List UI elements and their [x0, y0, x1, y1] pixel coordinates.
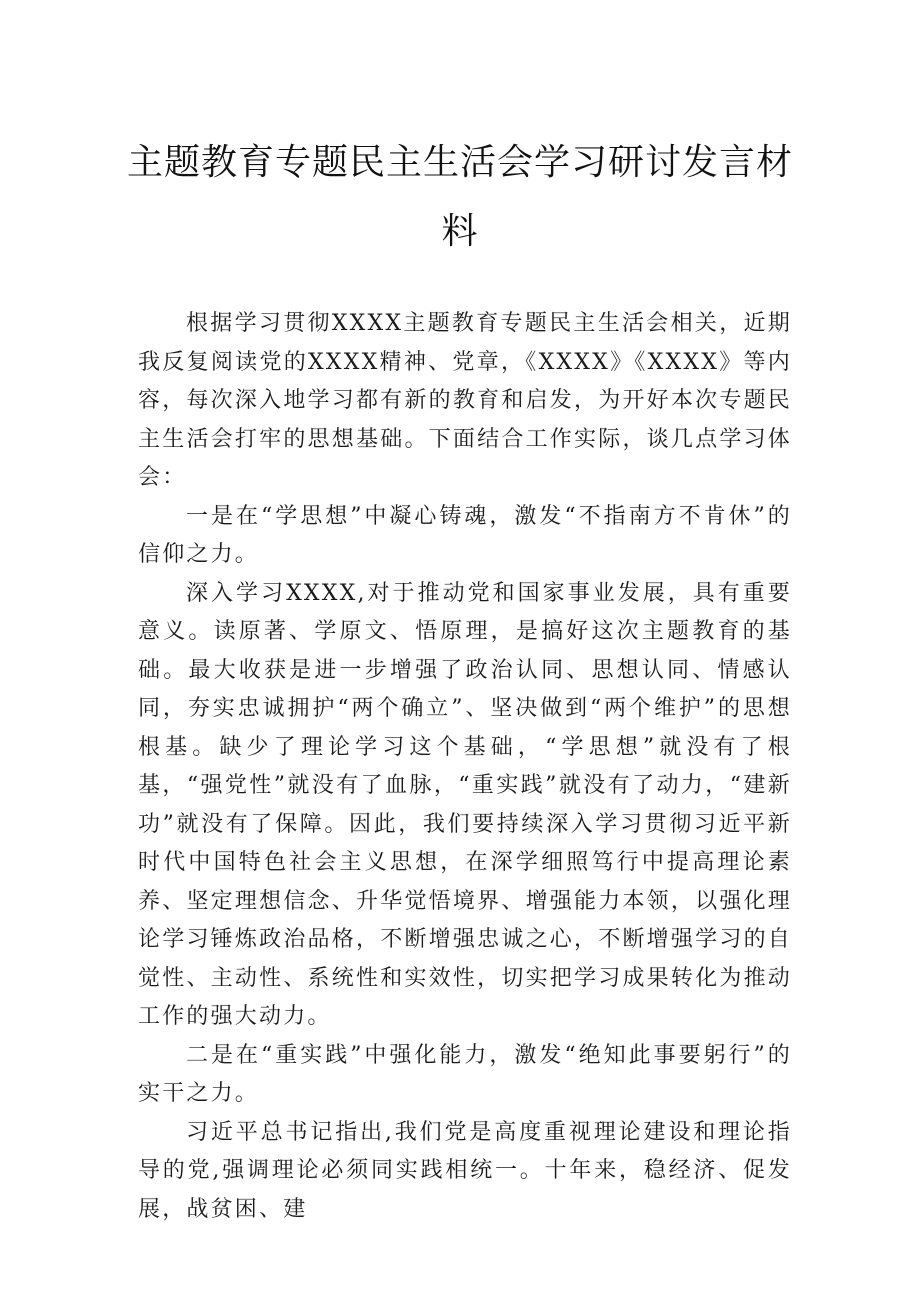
paragraph-heading-two: 二是在“重实践”中强化能力，激发“绝知此事要躬行”的实干之力。	[138, 1042, 792, 1106]
document-title-line-1: 主题教育专题民主生活会学习研讨发言材	[126, 142, 793, 183]
paragraph-intro: 根据学习贯彻XXXX主题教育专题民主生活会相关，近期我反复阅读党的XXXX精神、党章，《XXXX》《XXXX》等内容，每次深入地学习都有新的教育和启发，为开好本次专题民主生活会打牢的思想基础。下面结合工作实际，谈几点学习体会：	[138, 311, 792, 490]
document-body	[138, 305, 792, 1229]
paragraph-heading-one: 一是在“学思想”中凝心铸魂，激发“不指南方不肯休”的信仰之力。	[138, 503, 792, 567]
paragraph-practice: 习近平总书记指出,我们党是高度重视理论建设和理论指导的党,强调理论必须同实践相统一。十年来，稳经济、促发展，战贫困、建	[138, 1119, 792, 1222]
document-title-line-2: 料	[441, 211, 479, 252]
paragraph-study: 深入学习XXXX,对于推动党和国家事业发展，具有重要意义。读原著、学原文、悟原理，是搞好这次主题教育的基础。最大收获是进一步增强了政治认同、思想认同、情感认同，夯实忠诚拥护“两个确立”、坚决做到“两个维护”的思想根基。缺少了理论学习这个基础，“学思想”就没有了根基，“强党性”就没有了血脉，“重实践”就没有了动力，“建新功”就没有了保障。因此，我们要持续深入学习贯彻习近平新时代中国特色社会主义思想，在深学细照笃行中提高理论素养、坚定理想信念、升华觉悟境界、增强能力本领，以强化理论学习锤炼政治品格，不断增强忠诚之心，不断增强学习的自觉性、主动性、系统性和实效性，切实把学习成果转化为推动工作的强大动力。	[138, 580, 792, 1029]
